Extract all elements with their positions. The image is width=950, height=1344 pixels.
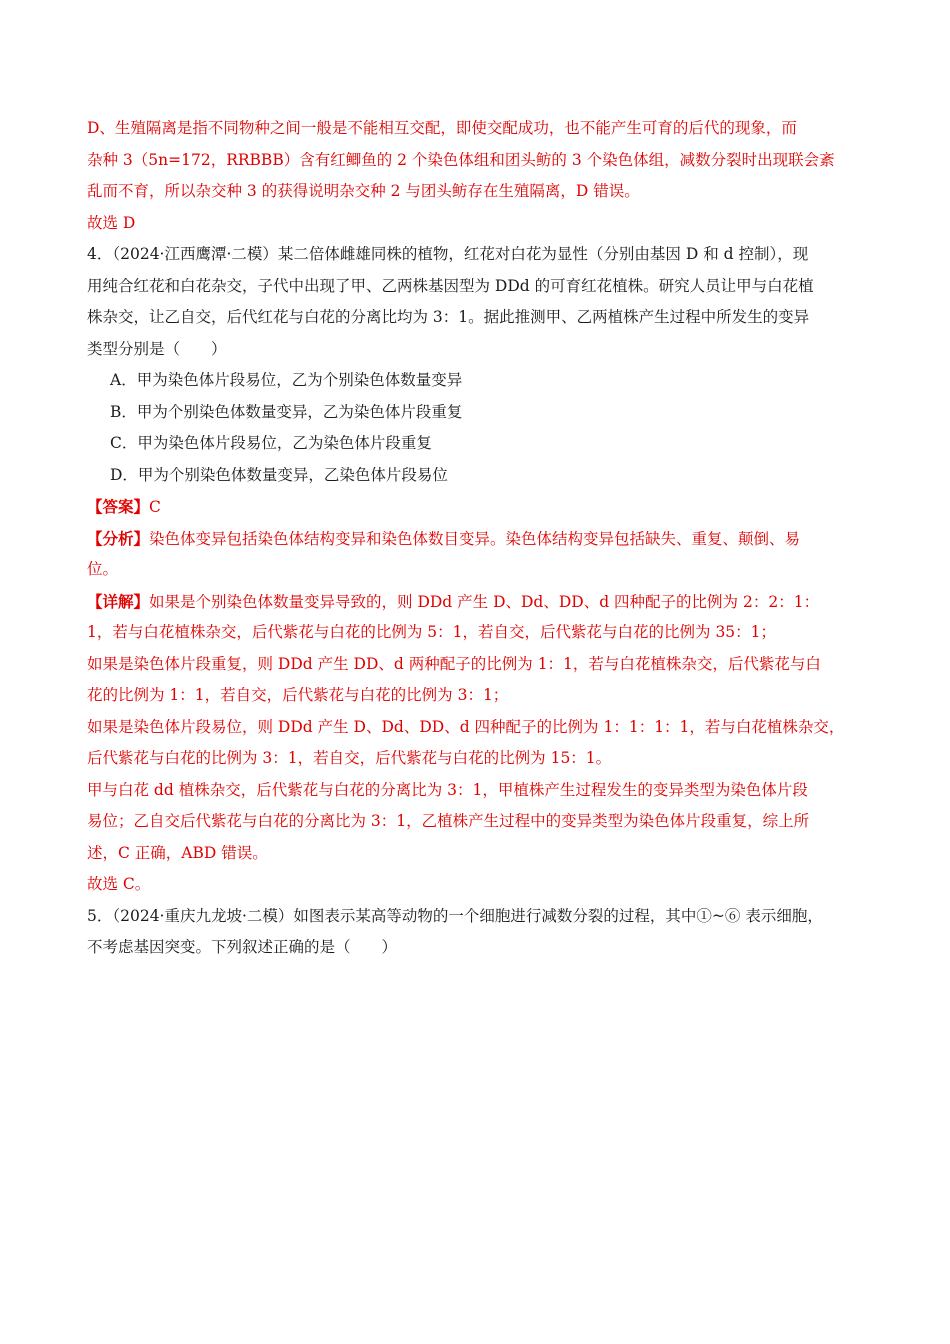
detail-tag: 【详解】 bbox=[87, 591, 150, 611]
q4-stem-line: 株杂交，让乙自交，后代红花与白花的分离比均为 3：1。据此推测甲、乙两植株产生过程中所发生的变异 bbox=[87, 308, 810, 326]
q4-option-c: C．甲为染色体片段易位，乙为染色体片段重复 bbox=[110, 434, 432, 452]
q4-detail-line: 后代紫花与白花的比例为 3：1，若自交，后代紫花与白花的比例为 15：1。 bbox=[87, 749, 612, 767]
q4-stem-line: 4．（2024·江西鹰潭·二模）某二倍体雌雄同株的植物，红花对白花为显性（分别由基因 D 和 d 控制），现 bbox=[87, 245, 809, 263]
q4-answer bbox=[87, 491, 863, 523]
prev-answer-line: 乱而不育，所以杂交种 3 的获得说明杂交种 2 与团头鲂存在生殖隔离，D 错误。 bbox=[87, 182, 640, 200]
prev-answer-line: D、生殖隔离是指不同物种之间一般是不能相互交配，即使交配成功，也不能产生可育的后代的现象，而 bbox=[87, 119, 797, 137]
q4-analysis-line: 位。 bbox=[87, 560, 119, 578]
q5-stem-line: 5．（2024·重庆九龙坡·二模）如图表示某高等动物的一个细胞进行减数分裂的过程，其中①~⑥ 表示细胞， bbox=[87, 906, 823, 925]
q4-detail-line: 如果是染色体片段重复，则 DDd 产生 DD、d 两种配子的比例为 1：1，若与白花植株杂交，后代紫花与白 bbox=[87, 654, 821, 673]
q4-analysis bbox=[87, 523, 863, 555]
q4-detail-line: 易位；乙自交后代紫花与白花的分离比为 3：1，乙植株产生过程中的变异类型为染色体片段重复，综上所 bbox=[87, 812, 810, 830]
q4-detail-line: 花的比例为 1：1，若自交，后代紫花与白花的比例为 3：1； bbox=[87, 686, 509, 704]
q4-stem-line: 类型分别是（ ） bbox=[87, 339, 227, 358]
q4-detail-line: 1，若与白花植株杂交，后代紫花与白花的比例为 5：1，若自交，后代紫花与白花的比例为 35：1； bbox=[87, 623, 777, 641]
q4-conclusion: 故选 C。 bbox=[87, 875, 151, 893]
prev-answer-line: 杂种 3（5n=172，RRBBB）含有红鲫鱼的 2 个染色体组和团头鲂的 3 个染色体组，减数分裂时出现联会紊 bbox=[87, 150, 835, 169]
q4-detail-line: 述，C 正确，ABD 错误。 bbox=[87, 843, 268, 862]
q4-option-a: A．甲为染色体片段易位，乙为个别染色体数量变异 bbox=[110, 371, 463, 389]
q4-option-d: D．甲为个别染色体数量变异，乙染色体片段易位 bbox=[110, 465, 448, 484]
q4-detail-line: 甲与白花 dd 植株杂交，后代紫花与白花的分离比为 3：1，甲植株产生过程发生的变异类型为染色体片段 bbox=[87, 780, 808, 799]
prev-conclusion: 故选 D bbox=[87, 213, 136, 232]
analysis-text: 染色体变异包括染色体结构变异和染色体数目变异。染色体结构变异包括缺失、重复、颠倒、易 bbox=[149, 529, 801, 548]
answer-value: C bbox=[149, 498, 161, 516]
analysis-tag: 【分析】 bbox=[87, 528, 150, 548]
q4-detail bbox=[87, 586, 863, 618]
q4-detail-line: 如果是染色体片段易位，则 DDd 产生 D、Dd、DD、d 四种配子的比例为 1：1：1：1，若与白花植株杂交， bbox=[87, 717, 845, 736]
answer-tag: 【答案】 bbox=[87, 497, 150, 516]
q4-option-b: B．甲为个别染色体数量变异，乙为染色体片段重复 bbox=[110, 402, 463, 421]
q4-stem-line: 用纯合红花和白花杂交，子代中出现了甲、乙两株基因型为 DDd 的可育红花植株。研究人员让甲与白花植 bbox=[87, 276, 814, 295]
q5-stem-line: 不考虑基因突变。下列叙述正确的是（ ） bbox=[87, 938, 398, 956]
document-body bbox=[87, 113, 863, 964]
detail-text: 如果是个别染色体数量变异导致的，则 DDd 产生 D、Dd、DD、d 四种配子的比例为 2：2：1： bbox=[149, 592, 820, 611]
